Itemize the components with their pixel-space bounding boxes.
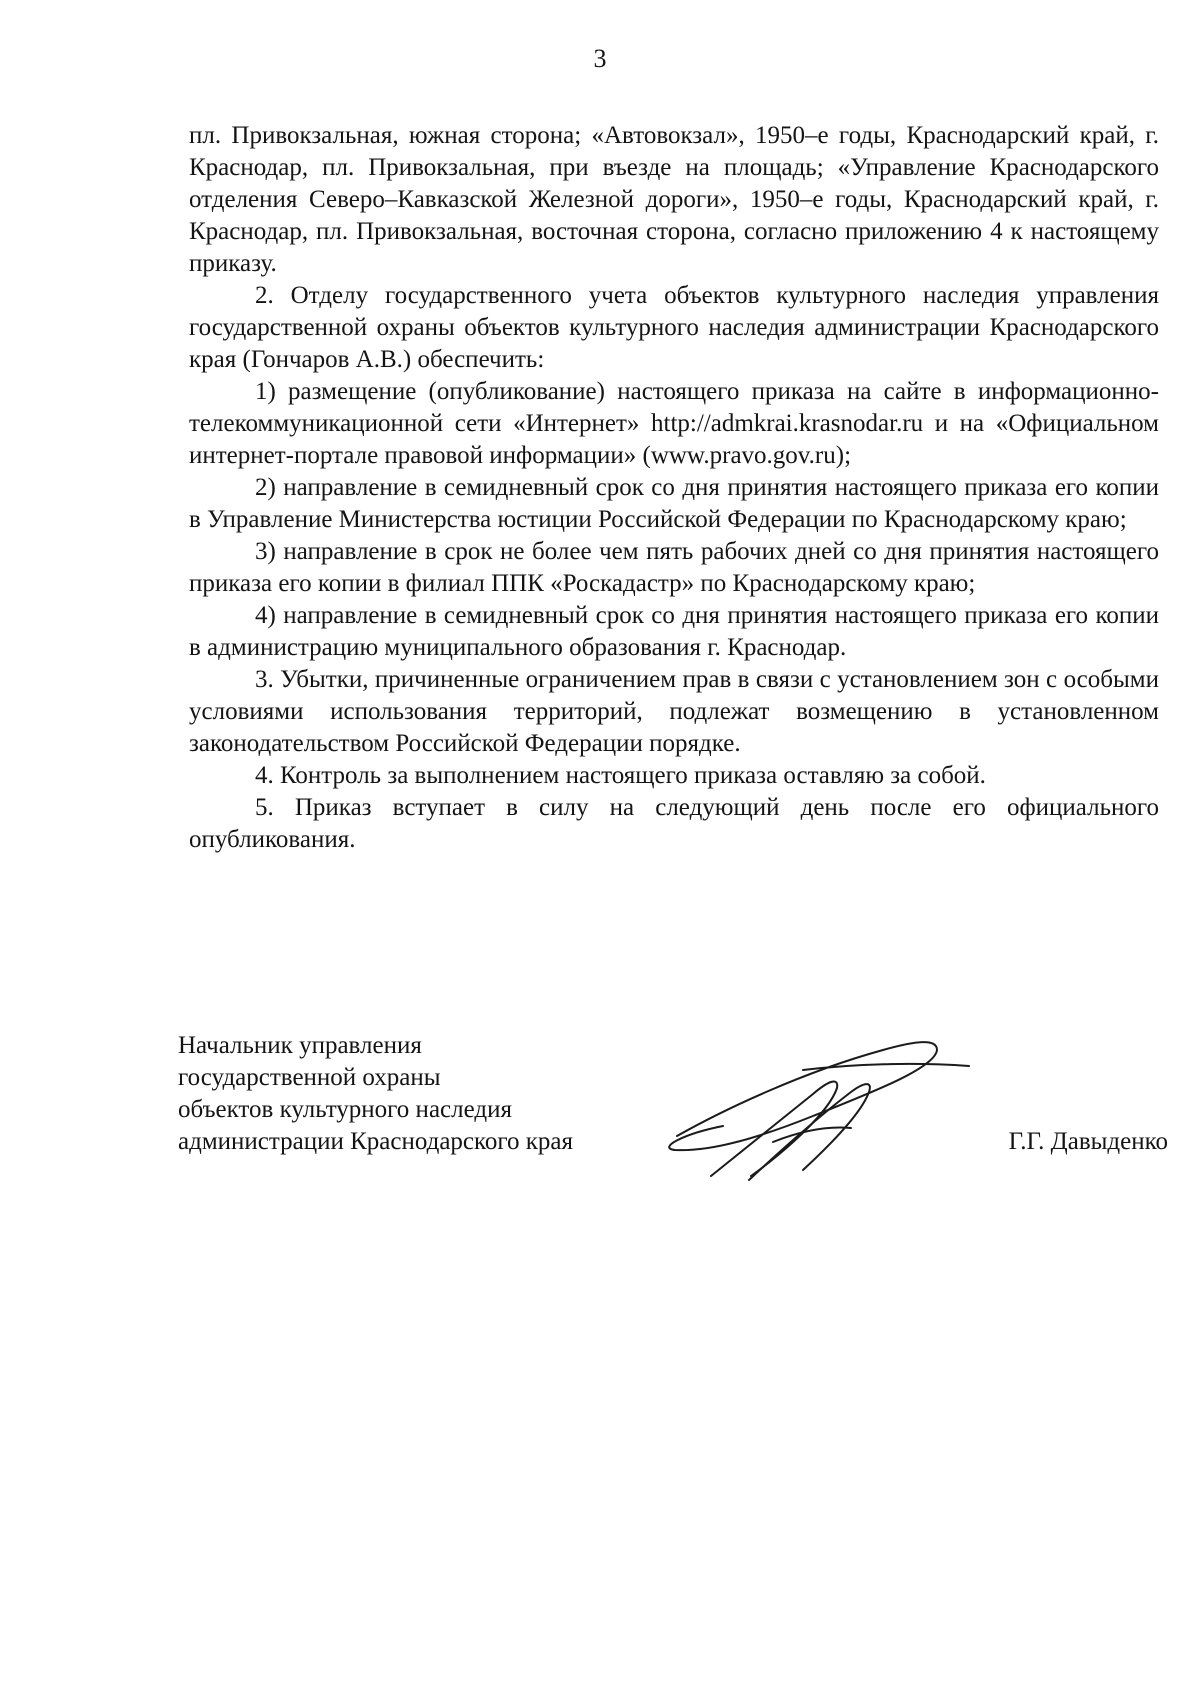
paragraph-subitem-3: 3) направление в срок не более чем пять рабочих дней со дня принятия настоящего приказа его копии в филиал ППК «Роскадастр» по Краснодарскому краю; [189,538,1159,597]
document-body [189,120,1159,856]
paragraph-subitem-1: 1) размещение (опубликование) настоящего приказа на сайте в информационно-телекоммуникационной сети «Интернет» http://admkrai.krasnodar.ru и на «Официальном интернет-портале правовой информации» (www.pravo.gov.ru); [189,378,1159,469]
signer-name: Г.Г. Давыденко [1008,1128,1168,1155]
signer-title-line: государственной охраны [178,1064,441,1091]
paragraph-item-2: 2. Отделу государственного учета объектов культурного наследия управления государственной охраны объектов культурного наследия администрации Краснодарского края (Гончаров А.В.) обеспечить: [189,282,1159,373]
signature-block [178,1030,1168,1190]
signer-title-line: Начальник управления [178,1032,422,1059]
page-number: 3 [593,44,607,73]
signer-title-line: объектов культурного наследия [178,1096,512,1123]
paragraph-continuation: пл. Привокзальная, южная сторона; «Автовокзал», 1950–е годы, Краснодарский край, г. Краснодар, пл. Привокзальная, при въезде на площадь; «Управление Краснодарского отделения Северо–Кавказской Железной дороги», 1950–е годы, Краснодарский край, г. Краснодар, пл. Привокзальная, восточная сторона, согласно приложению 4 к настоящему приказу. [189,122,1159,277]
handwritten-signature [653,1030,973,1190]
paragraph-subitem-4: 4) направление в семидневный срок со дня принятия настоящего приказа его копии в администрацию муниципального образования г. Краснодар. [189,602,1159,661]
signer-title [178,1030,573,1158]
signer-title-line: администрации Краснодарского края [178,1128,574,1155]
paragraph-item-4: 4. Контроль за выполнением настоящего приказа оставляю за собой. [255,762,986,789]
paragraph-subitem-2: 2) направление в семидневный срок со дня принятия настоящего приказа его копии в Управление Министерства юстиции Российской Федерации по Краснодарскому краю; [189,474,1159,533]
paragraph-item-5: 5. Приказ вступает в силу на следующий день после его официального опубликования. [189,794,1159,853]
paragraph-item-3: 3. Убытки, причиненные ограничением прав в связи с установлением зон с особыми условиями использования территорий, подлежат возмещению в установленном законодательством Российской Федерации порядке. [189,666,1159,757]
